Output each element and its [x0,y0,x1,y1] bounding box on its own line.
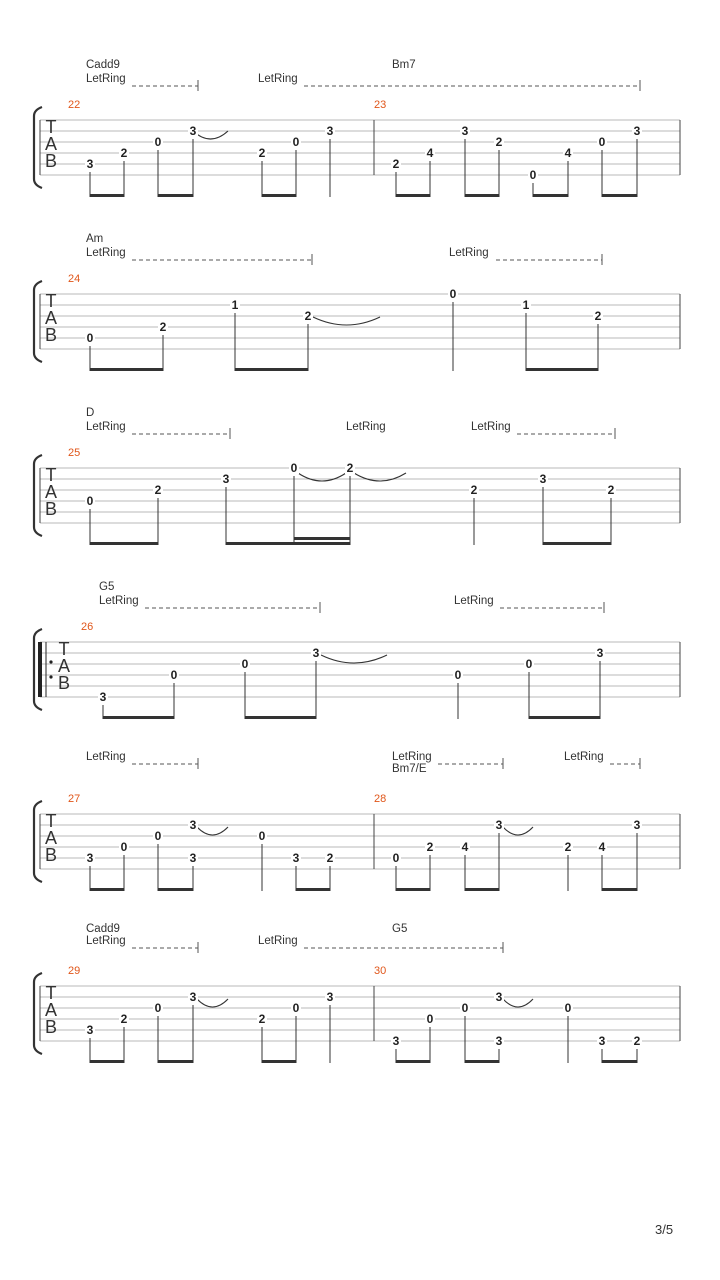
beam [602,194,637,197]
fret-number: 0 [154,829,162,843]
tab-clef-letter: A [44,1000,58,1020]
fret-number: 3 [189,990,197,1004]
let-ring-label: LetRing [86,73,126,85]
system-bracket [34,801,42,882]
fret-number: 2 [346,461,354,475]
chord-name: Bm7/E [392,763,427,775]
fret-number: 2 [426,840,434,854]
beam [296,888,330,891]
fret-number: 0 [454,668,462,682]
tie [313,317,380,325]
tab-clef-letter: B [44,325,58,345]
let-ring-label: LetRing [392,751,432,763]
fret-number: 3 [461,124,469,138]
fret-number: 3 [598,1034,606,1048]
fret-number: 3 [596,646,604,660]
beam [465,194,499,197]
fret-number: 2 [633,1034,641,1048]
fret-number: 0 [564,1001,572,1015]
fret-number: 2 [154,483,162,497]
fret-number: 3 [633,124,641,138]
let-ring-label: LetRing [86,751,126,763]
beam [103,716,174,719]
fret-number: 0 [86,494,94,508]
fret-number: 0 [529,168,537,182]
repeat-dot [49,675,52,678]
let-ring-label: LetRing [454,595,494,607]
fret-number: 3 [86,851,94,865]
tab-clef-letter: A [44,134,58,154]
tab-clef-letter: A [44,828,58,848]
fret-number: 0 [292,1001,300,1015]
beam [90,194,124,197]
fret-number: 0 [426,1012,434,1026]
fret-number: 0 [154,135,162,149]
tab-clef-letter: B [44,1017,58,1037]
fret-number: 1 [231,298,239,312]
measure-number: 24 [68,273,81,285]
let-ring-label: LetRing [86,935,126,947]
beam [90,888,124,891]
beam [602,888,637,891]
fret-number: 0 [120,840,128,854]
let-ring-label: LetRing [471,421,511,433]
tab-clef-letter: T [45,117,57,137]
repeat-dot [49,660,52,663]
beam [526,368,598,371]
page-number: 3/5 [655,1222,674,1237]
fret-number: 0 [392,851,400,865]
fret-number: 2 [564,840,572,854]
fret-number: 2 [594,309,602,323]
beam [226,542,350,545]
beam [90,1060,124,1063]
beam [396,194,430,197]
beam [529,716,600,719]
system-bracket [34,455,42,536]
fret-number: 3 [539,472,547,486]
fret-number: 3 [326,990,334,1004]
fret-number: 3 [189,818,197,832]
tie [503,827,533,835]
fret-number: 0 [449,287,457,301]
beam [90,542,158,545]
tie [354,473,406,481]
fret-number: 0 [290,461,298,475]
measure-number: 27 [68,793,81,805]
fret-number: 0 [461,1001,469,1015]
beam [235,368,308,371]
chord-name: Cadd9 [86,59,120,71]
beam [158,1060,193,1063]
fret-number: 1 [522,298,530,312]
tab-clef-letter: A [44,482,58,502]
system-bracket [34,973,42,1054]
tie [193,131,228,139]
fret-number: 0 [86,331,94,345]
fret-number: 2 [258,1012,266,1026]
let-ring-label: LetRing [564,751,604,763]
tab-clef-letter: T [45,465,57,485]
let-ring-label: LetRing [86,247,126,259]
fret-number: 3 [86,1023,94,1037]
tab-clef-letter: A [57,656,71,676]
chord-name: Am [86,233,104,245]
chord-name: Cadd9 [86,923,120,935]
fret-number: 3 [189,851,197,865]
tab-clef-letter: T [58,639,70,659]
fret-number: 0 [598,135,606,149]
beam [533,194,568,197]
beam [262,194,296,197]
fret-number: 4 [598,840,606,854]
fret-number: 2 [607,483,615,497]
tab-clef-letter: B [44,845,58,865]
beam [396,888,430,891]
tab-clef-letter: T [45,811,57,831]
measure-number: 29 [68,965,81,977]
tab-clef-letter: A [44,308,58,328]
beam [543,542,611,545]
beam-secondary [294,537,350,540]
tab-clef-letter: T [45,291,57,311]
fret-number: 0 [258,829,266,843]
beam [602,1060,637,1063]
tie [197,999,228,1007]
beam [245,716,316,719]
fret-number: 3 [495,1034,503,1048]
fret-number: 2 [159,320,167,334]
let-ring-label: LetRing [86,421,126,433]
fret-number: 3 [392,1034,400,1048]
fret-number: 3 [86,157,94,171]
fret-number: 3 [633,818,641,832]
fret-number: 0 [241,657,249,671]
beam [465,1060,499,1063]
let-ring-label: LetRing [449,247,489,259]
beam [396,1060,430,1063]
fret-number: 2 [392,157,400,171]
fret-number: 2 [120,146,128,160]
fret-number: 3 [495,818,503,832]
measure-number: 30 [374,965,387,977]
tab-clef-letter: B [44,499,58,519]
fret-number: 3 [495,990,503,1004]
fret-number: 2 [304,309,312,323]
beam [90,368,163,371]
chord-name: D [86,407,95,419]
let-ring-label: LetRing [346,421,386,433]
beam [262,1060,296,1063]
repeat-thick-bar [38,642,42,697]
fret-number: 0 [154,1001,162,1015]
fret-number: 2 [470,483,478,497]
system-bracket [34,107,42,188]
fret-number: 4 [461,840,469,854]
chord-name: G5 [99,581,115,593]
measure-number: 25 [68,447,81,459]
measure-number: 28 [374,793,387,805]
fret-number: 2 [495,135,503,149]
system-bracket [34,281,42,362]
fret-number: 2 [326,851,334,865]
fret-number: 3 [326,124,334,138]
fret-number: 3 [189,124,197,138]
let-ring-label: LetRing [99,595,139,607]
chord-name: G5 [392,923,408,935]
beam [465,888,499,891]
tie [503,999,533,1007]
fret-number: 0 [292,135,300,149]
fret-number: 3 [312,646,320,660]
chord-name: Bm7 [392,59,416,71]
fret-number: 3 [292,851,300,865]
fret-number: 2 [120,1012,128,1026]
tab-clef-letter: B [57,673,71,693]
fret-number: 3 [99,690,107,704]
tie [197,827,228,835]
fret-number: 2 [258,146,266,160]
let-ring-label: LetRing [258,73,298,85]
tie [321,655,387,663]
fret-number: 4 [426,146,434,160]
tab-clef-letter: B [44,151,58,171]
fret-number: 0 [170,668,178,682]
measure-number: 22 [68,99,81,111]
fret-number: 3 [222,472,230,486]
fret-number: 0 [525,657,533,671]
tab-clef-letter: T [45,983,57,1003]
beam [158,194,193,197]
beam [158,888,193,891]
let-ring-label: LetRing [258,935,298,947]
fret-number: 4 [564,146,572,160]
tie [298,473,346,481]
measure-number: 26 [81,621,94,633]
measure-number: 23 [374,99,387,111]
